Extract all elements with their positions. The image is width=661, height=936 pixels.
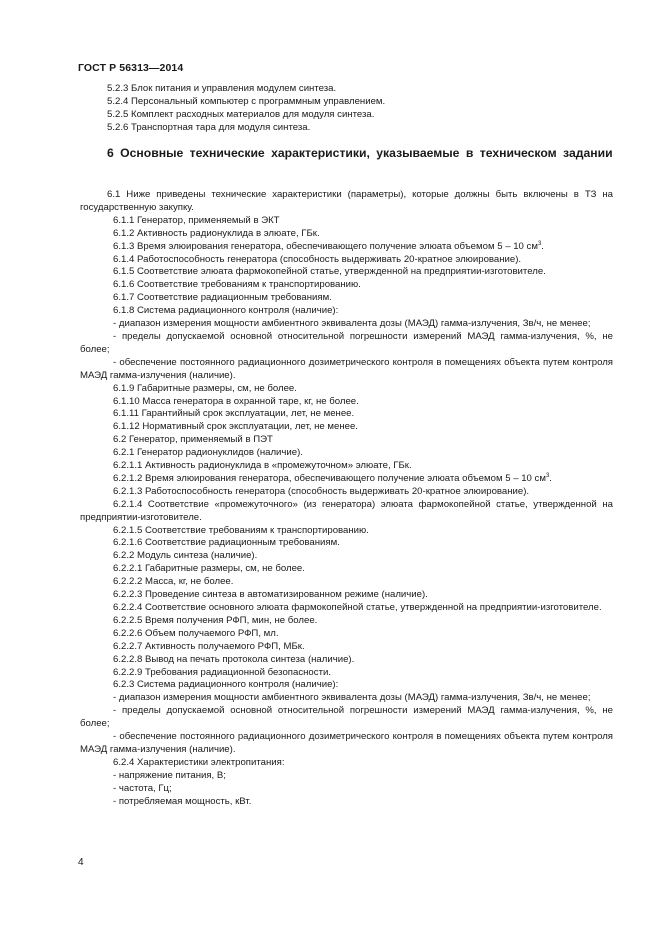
superscript: 3 xyxy=(537,240,542,247)
list-item: 6.1.11 Гарантийный срок эксплуатации, лет, не менее. xyxy=(113,408,355,420)
item-end: . xyxy=(541,240,544,252)
list-item: 6.2 Генератор, применяемый в ПЭТ xyxy=(113,434,273,446)
list-item: 6.2.1.5 Соответствие требованиям к транспортированию. xyxy=(113,524,369,536)
list-item xyxy=(80,241,613,254)
paragraph: 6.1 Ниже приведены технические характеристики (параметры), которые должны быть включены в ТЗ на государственную закупку. xyxy=(80,189,613,213)
list-item xyxy=(80,473,613,486)
list-item: 6.2.2.2 Масса, кг, не более. xyxy=(113,576,234,588)
dash-item: - пределы допускаемой основной относительной погрешности измерений МАЭД гамма-излучения, %, не более; xyxy=(80,330,613,355)
list-item: 5.2.5 Комплект расходных материалов для модуля синтеза. xyxy=(107,108,375,120)
list-item: 5.2.4 Персональный компьютер с программным управлением. xyxy=(107,95,386,107)
list-item: 6.2.2.7 Активность получаемого РФП, МБк. xyxy=(113,640,305,652)
list-item: 6.1.9 Габаритные размеры, см, не более. xyxy=(113,382,297,394)
dash-item: - обеспечение постоянного радиационного дозиметрического контроля в помещениях объекта путем контроля МАЭД гамма-излучения (наличие). xyxy=(80,356,613,381)
list-item: 6.2.3 Система радиационного контроля (наличие): xyxy=(113,679,339,691)
list-item: 6.1.7 Соответствие радиационным требованиям. xyxy=(113,292,332,304)
dash-item: - напряжение питания, В; xyxy=(113,769,226,781)
dash-item: - обеспечение постоянного радиационного дозиметрического контроля в помещениях объекта путем контроля МАЭД гамма-излучения (наличие). xyxy=(80,731,613,755)
list-item: 6.1.1 Генератор, применяемый в ЭКТ xyxy=(113,214,280,226)
list-item: 6.2.2.1 Габаритные размеры, см, не более. xyxy=(113,563,305,575)
subsection-list xyxy=(80,83,613,135)
document-header: ГОСТ Р 56313—2014 xyxy=(78,62,184,74)
list-item: 6.2.1.3 Работоспособность генератора (способность выдерживать 20-кратное элюирование). xyxy=(113,485,530,497)
list-item: 6.2.2.6 Объем получаемого РФП, мл. xyxy=(113,627,279,639)
list-item: 6.1.6 Соответствие требованиям к транспортированию. xyxy=(113,279,361,291)
document-body xyxy=(80,189,613,809)
list-item: 6.2.1.1 Активность радионуклида в «промежуточном» элюате, ГБк. xyxy=(113,460,412,472)
item-end: . xyxy=(549,472,552,484)
list-item: 6.2.2.9 Требования радиационной безопасности. xyxy=(113,666,331,678)
dash-item: - потребляемая мощность, кВт. xyxy=(113,795,252,807)
item-text: 6.2.1.2 Время элюирования генератора, обеспечивающего получение элюата объемом 5 – 10 см xyxy=(113,472,546,484)
list-item: 6.2.2.3 Проведение синтеза в автоматизированном режиме (наличие). xyxy=(113,589,428,601)
list-item: 6.1.10 Масса генератора в охранной таре, кг, не более. xyxy=(113,395,359,407)
paragraph: 6.2.2.4 Соответствие основного элюата фармокопейной статье, утвержденной на предприятии-изготовителе. xyxy=(113,602,602,613)
superscript: 3 xyxy=(545,472,550,479)
item-text: 6.1.3 Время элюирования генератора, обеспечивающего получение элюата объемом 5 – 10 см xyxy=(113,240,538,252)
paragraph: 6.1.5 Соответствие элюата фармокопейной статье, утвержденной на предприятии-изготовителе. xyxy=(113,266,546,278)
section-heading: 6 Основные технические характеристики, указываемые в техническом задании xyxy=(107,146,613,160)
list-item: 6.1.8 Система радиационного контроля (наличие): xyxy=(113,305,339,317)
dash-item: - диапазон измерения мощности амбиентного эквивалента дозы (МАЭД) гамма-излучения, Зв/ч, не менее; xyxy=(113,692,591,704)
list-item: 5.2.6 Транспортная тара для модуля синтеза. xyxy=(107,121,311,133)
list-item: 5.2.3 Блок питания и управления модулем синтеза. xyxy=(107,83,337,94)
list-item: 6.2.1.6 Соответствие радиационным требованиям. xyxy=(113,537,340,549)
paragraph: 6.2.1.4 Соответствие «промежуточного» (из генератора) элюата фармокопейной статье, утвержденной на предприятии-изготовителе. xyxy=(80,498,613,523)
list-item: 6.1.12 Нормативный срок эксплуатации, лет, не менее. xyxy=(113,421,358,433)
list-item: 6.1.2 Активность радионуклида в элюате, ГБк. xyxy=(113,227,320,239)
dash-item: - пределы допускаемой основной относительной погрешности измерений МАЭД гамма-излучения, %, не более; xyxy=(80,705,613,730)
list-item: 6.2.1 Генератор радионуклидов (наличие). xyxy=(113,447,303,459)
list-item: 6.2.2.5 Время получения РФП, мин, не более. xyxy=(113,614,318,626)
dash-item: - диапазон измерения мощности амбиентного эквивалента дозы (МАЭД) гамма-излучения, Зв/ч, не менее; xyxy=(113,318,591,330)
dash-item: - частота, Гц; xyxy=(113,782,172,794)
page-number: 4 xyxy=(78,857,84,868)
list-item: 6.2.2 Модуль синтеза (наличие). xyxy=(113,550,258,562)
list-item: 6.2.4 Характеристики электропитания: xyxy=(113,756,285,768)
list-item: 6.1.4 Работоспособность генератора (способность выдерживать 20-кратное элюирование). xyxy=(113,253,522,265)
list-item: 6.2.2.8 Вывод на печать протокола синтеза (наличие). xyxy=(113,653,355,665)
